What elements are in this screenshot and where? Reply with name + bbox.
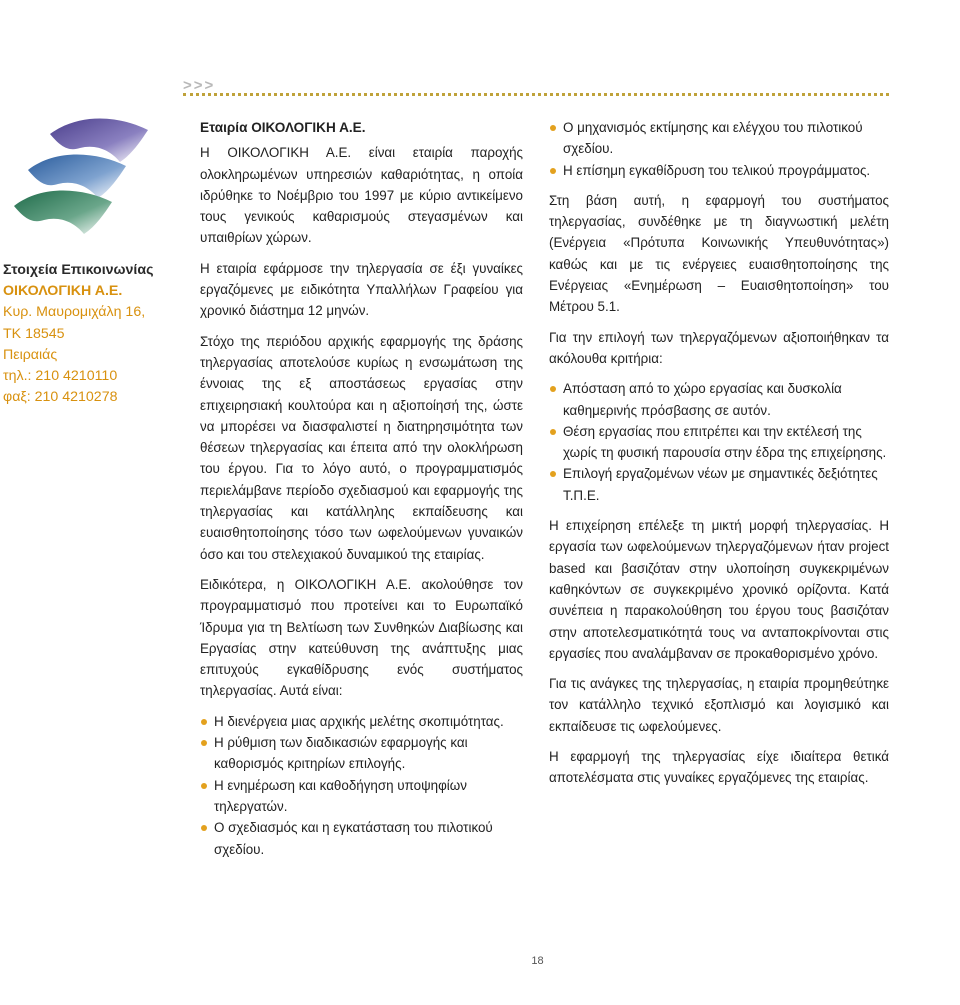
paragraph-goal: Στόχο της περιόδου αρχικής εφαρμογής της δράσης τηλεργασίας αποτελούσε κυρίως η ενσωμάτωση της έννοιας της εξ αποστάσεως εργασίας στην επιχειρησιακή κουλτούρα και η αξιοποίησή της, ώστε να μπορέσει να διασφαλιστεί η διατηρησιμότητα των θέσεων τηλεργασίας και έπειτα από την ολοκλήρωση του έργου. Για το λόγο αυτό, ο προγραμματισμός περιελάμβανε περίοδο σχεδιασμού και εφαρμογής της τηλεργασίας και κατάλληλης εκπαίδευσης και ευαισθητοποίησης τόσο των ωφελούμενων γυναικών όσο και του στελεχιακού δυναμικού της εταιρίας. bbox=[200, 333, 523, 562]
contact-phone: τηλ.: 210 4210110 bbox=[3, 368, 118, 385]
paragraph-programme: Ειδικότερα, η ΟΙΚΟΛΟΓΙΚΗ Α.Ε. ακολούθησε τον προγραμματισμό που προτείνει και το Ευρωπαϊκό Ίδρυμα για τη Βελτίωση των Συνθηκών Διαβίωσης και Εργασίας στην κατεύθυνση της ανάπτυξης μιας επιτυχούς εγκαθίδρυσης ενός συστήματος τηλεργασίας. Αυτά είναι: bbox=[200, 576, 523, 699]
criteria-list bbox=[549, 378, 889, 506]
header-dotted-rule bbox=[183, 93, 889, 96]
steps-list-continued bbox=[549, 117, 889, 181]
list-item: Θέση εργασίας που επιτρέπει και την εκτέλεσή της χωρίς τη φυσική παρουσία στην έδρα της επιχείρησης. bbox=[549, 421, 889, 464]
column-right bbox=[549, 117, 889, 798]
page-number: 18 bbox=[531, 955, 544, 967]
contact-address-street: Κυρ. Μαυρομιχάλη 16, bbox=[3, 304, 146, 321]
list-item: Ο σχεδιασμός και η εγκατάσταση του πιλοτικού σχεδίου. bbox=[200, 817, 523, 860]
column-left bbox=[200, 117, 523, 869]
paragraph-system-link: Στη βάση αυτή, η εφαρμογή του συστήματος τηλεργασίας, συνδέθηκε με τη διαγνωστική μελέτη (Ενέργεια «Πρότυπα Κοινωνικής Υπευθυνότητας») καθώς και με τις ενέργειες ευαισθητοποίησης της Ενέργειας «Ενημέρωση – Ευαισθητοποίηση» του Μέτρου 5.1. bbox=[549, 192, 889, 315]
list-item: Η επίσημη εγκαθίδρυση του τελικού προγράμματος. bbox=[549, 160, 889, 181]
contact-postal-code: ΤΚ 18545 bbox=[3, 325, 65, 342]
contact-sidebar bbox=[3, 260, 178, 408]
steps-list bbox=[200, 711, 523, 860]
paragraph-results: Η εφαρμογή της τηλεργασίας είχε ιδιαίτερα θετικά αποτελέσματα στις γυναίκες εργαζόμενες της εταιρίας. bbox=[549, 749, 889, 786]
paragraph-mixed-form: Η επιχείρηση επέλεξε τη μικτή μορφή τηλεργασίας. Η εργασία των ωφελούμενων τηλεργαζόμενων ήταν project based και βασιζόταν στην υλοποίηση συγκεκριμένων καθηκόντων σε συγκεκριμένο χρονικό ορίζοντα. Κατά συνέπεια η παρακολούθηση του έργου τους βασιζόταν στην αποτελεσματικότητά τους να ανταποκρίνονται στις εργασίες που αναλάμβαναν σε προκαθορισμένο χρόνο. bbox=[549, 518, 889, 661]
list-item: Επιλογή εργαζομένων νέων με σημαντικές δεξιότητες Τ.Π.Ε. bbox=[549, 463, 889, 506]
contact-fax: φαξ: 210 4210278 bbox=[3, 389, 118, 406]
list-item: Απόσταση από το χώρο εργασίας και δυσκολία καθημερινής πρόσβασης σε αυτόν. bbox=[549, 378, 889, 421]
company-logo-icon bbox=[10, 112, 160, 247]
list-item: Η ενημέρωση και καθοδήγηση υποψηφίων τηλεργατών. bbox=[200, 775, 523, 818]
list-item: Ο μηχανισμός εκτίμησης και ελέγχου του πιλοτικού σχεδίου. bbox=[549, 117, 889, 160]
section-heading: Εταιρία ΟΙΚΟΛΟΓΙΚΗ Α.Ε. bbox=[200, 120, 366, 135]
contact-title: Στοιχεία Επικοινωνίας bbox=[3, 262, 154, 278]
list-item: Η ρύθμιση των διαδικασιών εφαρμογής και καθορισμός κριτηρίων επιλογής. bbox=[200, 732, 523, 775]
paragraph-telework: Η εταιρία εφάρμοσε την τηλεργασία σε έξι γυναίκες εργαζόμενες με ειδικότητα Υπαλλήλων Γραφείου για χρονικό διάστημα 12 μηνών. bbox=[200, 260, 523, 319]
header-arrows: >>> bbox=[183, 77, 216, 94]
contact-city: Πειραιάς bbox=[3, 346, 58, 363]
paragraph-intro: Η ΟΙΚΟΛΟΓΙΚΗ Α.Ε. είναι εταιρία παροχής ολοκληρωμένων υπηρεσιών καθαριότητας, η οποία ιδρύθηκε το Νοέμβριο του 1997 με κύριο αντικείμενο τους γενικούς καθαρισμούς στεγασμένων και υπαιθρίων χώρων. bbox=[200, 145, 523, 246]
paragraph-equipment: Για τις ανάγκες της τηλεργασίας, η εταιρία προμηθεύτηκε τον κατάλληλο τεχνικό εξοπλισμό και λογισμικό και εκπαίδευσε τις ωφελούμενες. bbox=[549, 676, 889, 734]
contact-company: ΟΙΚΟΛΟΓΙΚΗ Α.Ε. bbox=[3, 283, 123, 300]
paragraph-criteria-intro: Για την επιλογή των τηλεργαζόμενων αξιοποιήθηκαν τα ακόλουθα κριτήρια: bbox=[549, 329, 889, 366]
list-item: Η διενέργεια μιας αρχικής μελέτης σκοπιμότητας. bbox=[200, 711, 523, 732]
